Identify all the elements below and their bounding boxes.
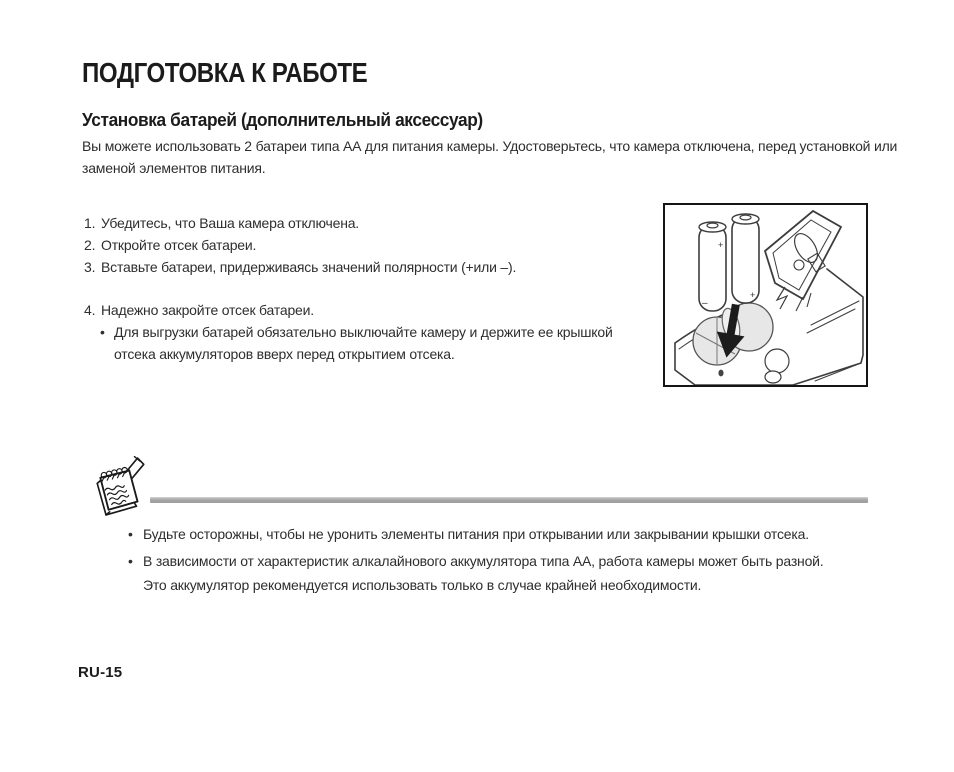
step-4-note [84, 321, 613, 365]
step-4-note-line-2: отсека аккумуляторов вверх перед открытием отсека. [114, 346, 455, 362]
steps-list [84, 212, 613, 365]
step-number: 3. [84, 259, 96, 275]
note-item-2 [128, 549, 823, 597]
polarity-plus-label: + [718, 240, 724, 250]
step-item-3 [84, 256, 613, 278]
intro-paragraph [82, 135, 897, 179]
figure-battery-installation [663, 203, 868, 387]
step-text: Надежно закройте отсек батареи. [101, 302, 314, 318]
step-4-note-line-1: Для выгрузки батарей обязательно выключайте камеру и держите ее крышкой [114, 324, 613, 340]
notepad-pencil-icon [92, 455, 150, 517]
polarity-plus-label: + [750, 290, 756, 300]
page-number: RU-15 [78, 664, 123, 681]
notes-list [128, 522, 823, 597]
step-text: Убедитесь, что Ваша камера отключена. [101, 215, 359, 231]
polarity-minus-label: – [702, 298, 708, 309]
note-1-text: Будьте осторожны, чтобы не уронить элементы питания при открывании или закрывании крышки отсека. [143, 526, 809, 542]
bullet-icon: • [100, 324, 105, 340]
step-number: 2. [84, 237, 96, 253]
step-number: 4. [84, 302, 96, 318]
step-text: Откройте отсек батареи. [101, 237, 257, 253]
step-item-4 [84, 299, 613, 321]
note-2-line-1: В зависимости от характеристик алкалайнового аккумулятора типа АА, работа камеры может быть разной. [143, 553, 824, 569]
intro-line-1: Вы можете использовать 2 батареи типа АА для питания камеры. Удостоверьтесь, что камера отключена, перед установкой или [82, 138, 898, 154]
intro-line-2: заменой элементов питания. [82, 160, 266, 176]
step-item-1 [84, 212, 613, 234]
note-2-line-2: Это аккумулятор рекомендуется использовать только в случае крайней необходимости. [143, 577, 702, 593]
bullet-icon: • [128, 526, 133, 542]
step-number: 1. [84, 215, 96, 231]
page-title: ПОДГОТОВКА К РАБОТЕ [82, 57, 368, 88]
section-heading: Установка батарей (дополнительный аксессуар) [82, 110, 483, 130]
step-item-2 [84, 234, 613, 256]
battery-diagram-illustration [665, 205, 866, 385]
bullet-icon: • [128, 553, 133, 569]
section-divider [150, 497, 868, 503]
note-item-1 [128, 522, 823, 546]
step-text: Вставьте батареи, придерживаясь значений полярности (+или –). [101, 259, 517, 275]
